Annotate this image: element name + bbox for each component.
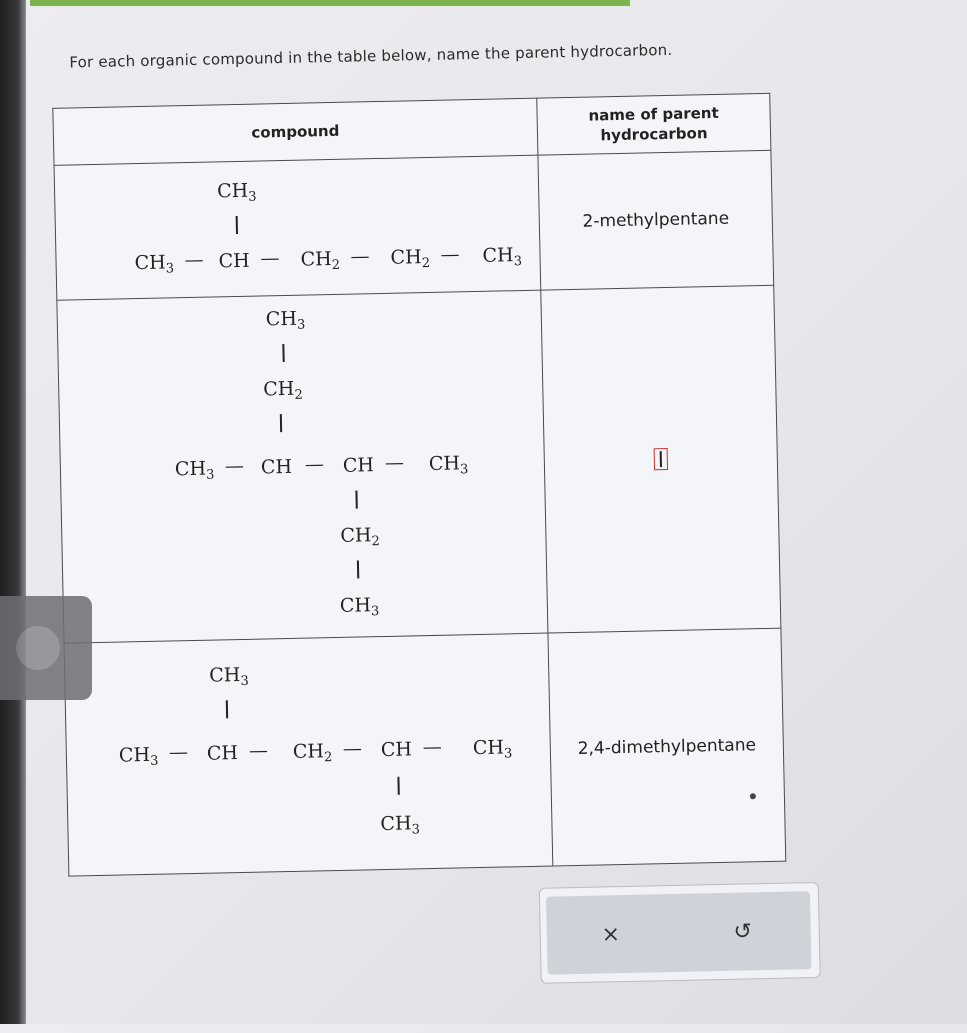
chain-atom: $CH_2$ <box>292 740 333 766</box>
answer-text-3: 2,4-dimethylpentane <box>577 735 757 759</box>
cursor-dot <box>750 793 756 799</box>
chain-atom: $CH_2$ <box>390 246 431 272</box>
answer-input-box[interactable] <box>654 448 668 470</box>
compound-column-header: compound <box>53 98 538 165</box>
clear-answer-button[interactable] <box>590 917 631 952</box>
chain-atom: CH <box>260 455 293 479</box>
chain-atom: $CH_3$ <box>428 452 469 478</box>
branch-top: $CH_3$ <box>209 664 249 690</box>
action-buttons-group <box>546 891 812 975</box>
bond <box>282 344 284 362</box>
branch-bottom: $CH_3$ <box>380 812 421 838</box>
chain-atom: $CH_3$ <box>134 251 175 277</box>
chain-atom: $CH_2$ <box>300 248 341 274</box>
bond <box>355 491 357 509</box>
chain-atom: CH <box>380 738 413 762</box>
structure-cell-2: $CH_3$ $CH_2$ $CH_3$ — CH — CH — $CH_3$ $CH_2$ $CH_3$ <box>57 290 548 643</box>
name-header-line1: name of parent <box>588 103 719 125</box>
table-row <box>64 628 786 876</box>
chain-atom: CH <box>206 742 239 765</box>
branch-bottom: $CH_2$ <box>340 524 381 550</box>
undo-button[interactable] <box>722 914 763 949</box>
branch-bottom: $CH_3$ <box>339 594 380 620</box>
chain-atom: $CH_3$ <box>482 244 523 270</box>
bond <box>280 414 282 432</box>
compound-table <box>52 93 786 877</box>
assistive-touch-overlay[interactable] <box>0 596 92 700</box>
bond <box>236 216 238 234</box>
answer-action-panel <box>539 882 821 984</box>
chain-atom: $CH_3$ <box>472 736 513 762</box>
chain-atom: CH <box>342 454 375 477</box>
branch-top: $CH_2$ <box>263 377 303 403</box>
branch-top: $CH_3$ <box>265 307 306 333</box>
answer-cell-2[interactable] <box>541 285 781 633</box>
answer-cell-3 <box>548 628 786 866</box>
structure-cell-3: $CH_3$ $CH_3$ — CH — $CH_2$ — CH — $CH_3$ $CH_3$ <box>64 633 553 876</box>
close-icon: × <box>601 921 621 948</box>
bond <box>357 561 359 579</box>
table-row <box>54 150 774 300</box>
structure-cell-1: $CH_3$ $CH_3$ — CH — $CH_2$ — $CH_2$ — $CH_3$ <box>54 155 541 300</box>
chain-atom: $CH_3$ <box>174 457 215 483</box>
name-header-line2: hydrocarbon <box>600 124 708 145</box>
question-prompt: For each organic compound in the table below, name the parent hydrocarbon. <box>69 40 673 72</box>
bond <box>226 700 228 718</box>
chain-atom: $CH_3$ <box>118 743 159 769</box>
answer-cell-1: 2-methylpentane <box>538 150 774 290</box>
chain-atom: CH <box>218 249 250 273</box>
table-row <box>57 285 781 643</box>
undo-icon: ↺ <box>733 918 753 945</box>
bond <box>397 777 399 795</box>
name-column-header <box>537 93 771 155</box>
branch-top: $CH_3$ <box>216 179 257 205</box>
